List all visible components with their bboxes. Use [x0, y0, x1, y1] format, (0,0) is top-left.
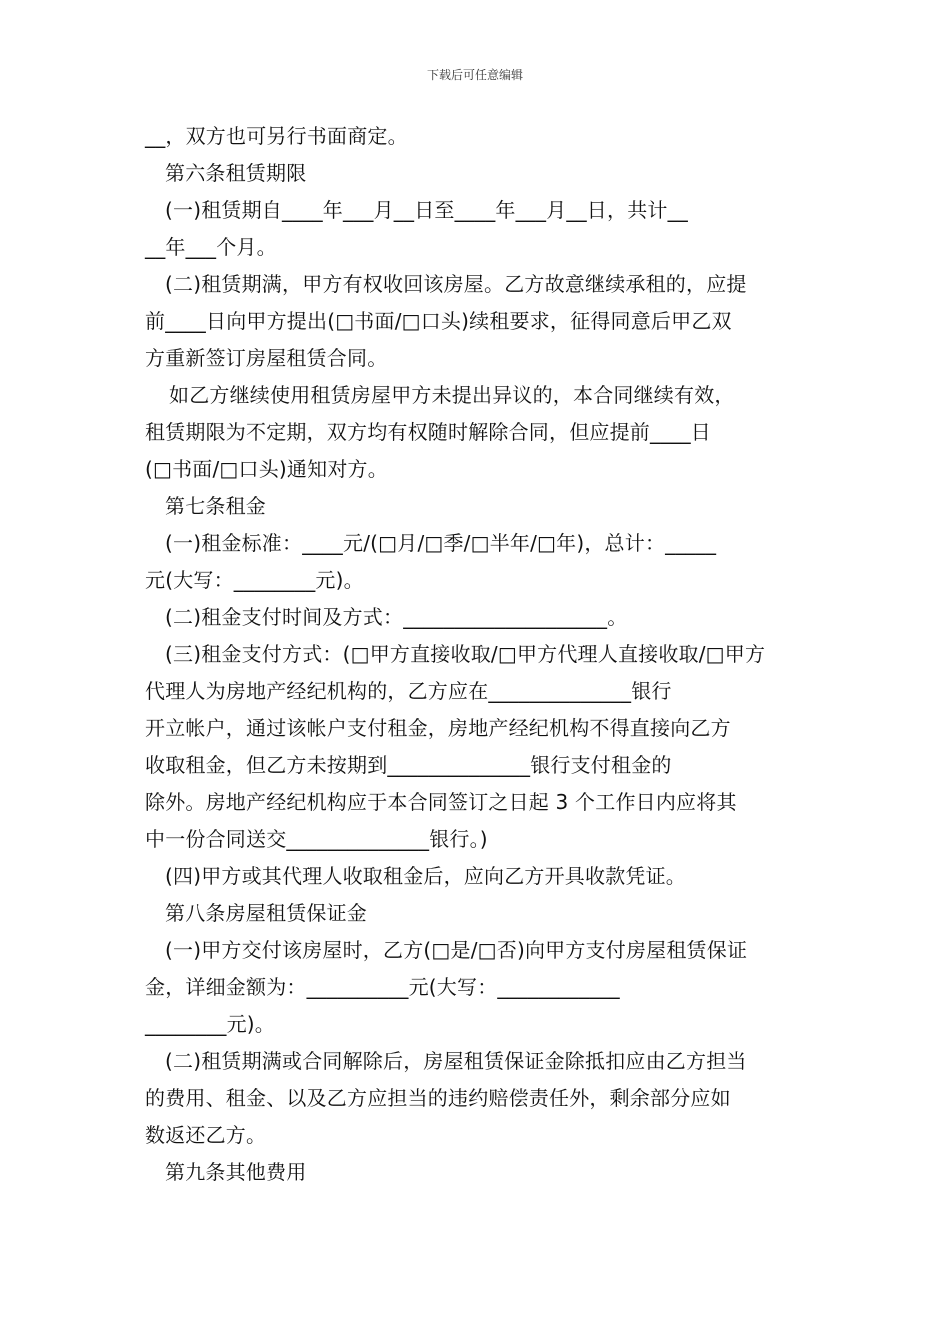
text-line: (一)租赁期自____年___月__日至____年___月__日，共计__ — [165, 198, 689, 222]
text-line: __年___个月。 — [145, 235, 277, 259]
text-line: 前____日向甲方提出(□书面/□口头)续租要求，征得同意后甲乙双 — [145, 309, 732, 333]
text-line: (三)租金支付方式：(□甲方直接收取/□甲方代理人直接收取/□甲方 — [165, 642, 766, 666]
text-line: 金，详细金额为：__________元(大写：____________ — [145, 975, 620, 999]
contract-body — [145, 118, 810, 1191]
text-line: 数返还乙方。 — [145, 1123, 267, 1147]
text-line: (四)甲方或其代理人收取租金后，应向乙方开具收款凭证。 — [165, 864, 687, 888]
page-header-note: 下载后可任意编辑 — [426, 68, 523, 82]
text-line: 代理人为房地产经纪机构的，乙方应在______________银行 — [145, 679, 672, 703]
text-line: 元(大写：________元)。 — [145, 568, 364, 592]
text-line: 租赁期限为不定期，双方均有权随时解除合同，但应提前____日 — [145, 420, 711, 444]
text-line: 收取租金，但乙方未按期到______________银行支付租金的 — [145, 753, 672, 777]
text-line: (二)租金支付时间及方式：____________________。 — [165, 605, 628, 629]
text-line: (一)租金标准：____元/(□月/□季/□半年/□年)，总计：_____ — [165, 531, 717, 555]
text-line: (□书面/□口头)通知对方。 — [145, 457, 388, 481]
section-heading-9: 第九条其他费用 — [165, 1160, 307, 1184]
text-line: (二)租赁期满或合同解除后，房屋租赁保证金除抵扣应由乙方担当 — [165, 1049, 747, 1073]
text-line: 如乙方继续使用租赁房屋甲方未提出异议的，本合同继续有效， — [169, 383, 735, 407]
text-line: 的费用、租金、以及乙方应担当的违约赔偿责任外，剩余部分应如 — [145, 1086, 731, 1110]
section-heading-7: 第七条租金 — [165, 494, 266, 518]
text-line: (一)甲方交付该房屋时，乙方(□是/□否)向甲方支付房屋租赁保证 — [165, 938, 748, 962]
section-heading-6: 第六条租赁期限 — [165, 161, 307, 185]
text-line: __，双方也可另行书面商定。 — [145, 124, 408, 148]
section-heading-8: 第八条房屋租赁保证金 — [165, 901, 367, 925]
text-line: ________元)。 — [145, 1012, 276, 1036]
text-line: 方重新签订房屋租赁合同。 — [145, 346, 388, 370]
text-line: 除外。房地产经纪机构应于本合同签订之日起 3 个工作日内应将其 — [145, 790, 737, 814]
text-line: 中一份合同送交______________银行。) — [145, 827, 488, 851]
text-line: (二)租赁期满，甲方有权收回该房屋。乙方故意继续承租的，应提 — [165, 272, 747, 296]
text-line: 开立帐户，通过该帐户支付租金，房地产经纪机构不得直接向乙方 — [145, 716, 731, 740]
